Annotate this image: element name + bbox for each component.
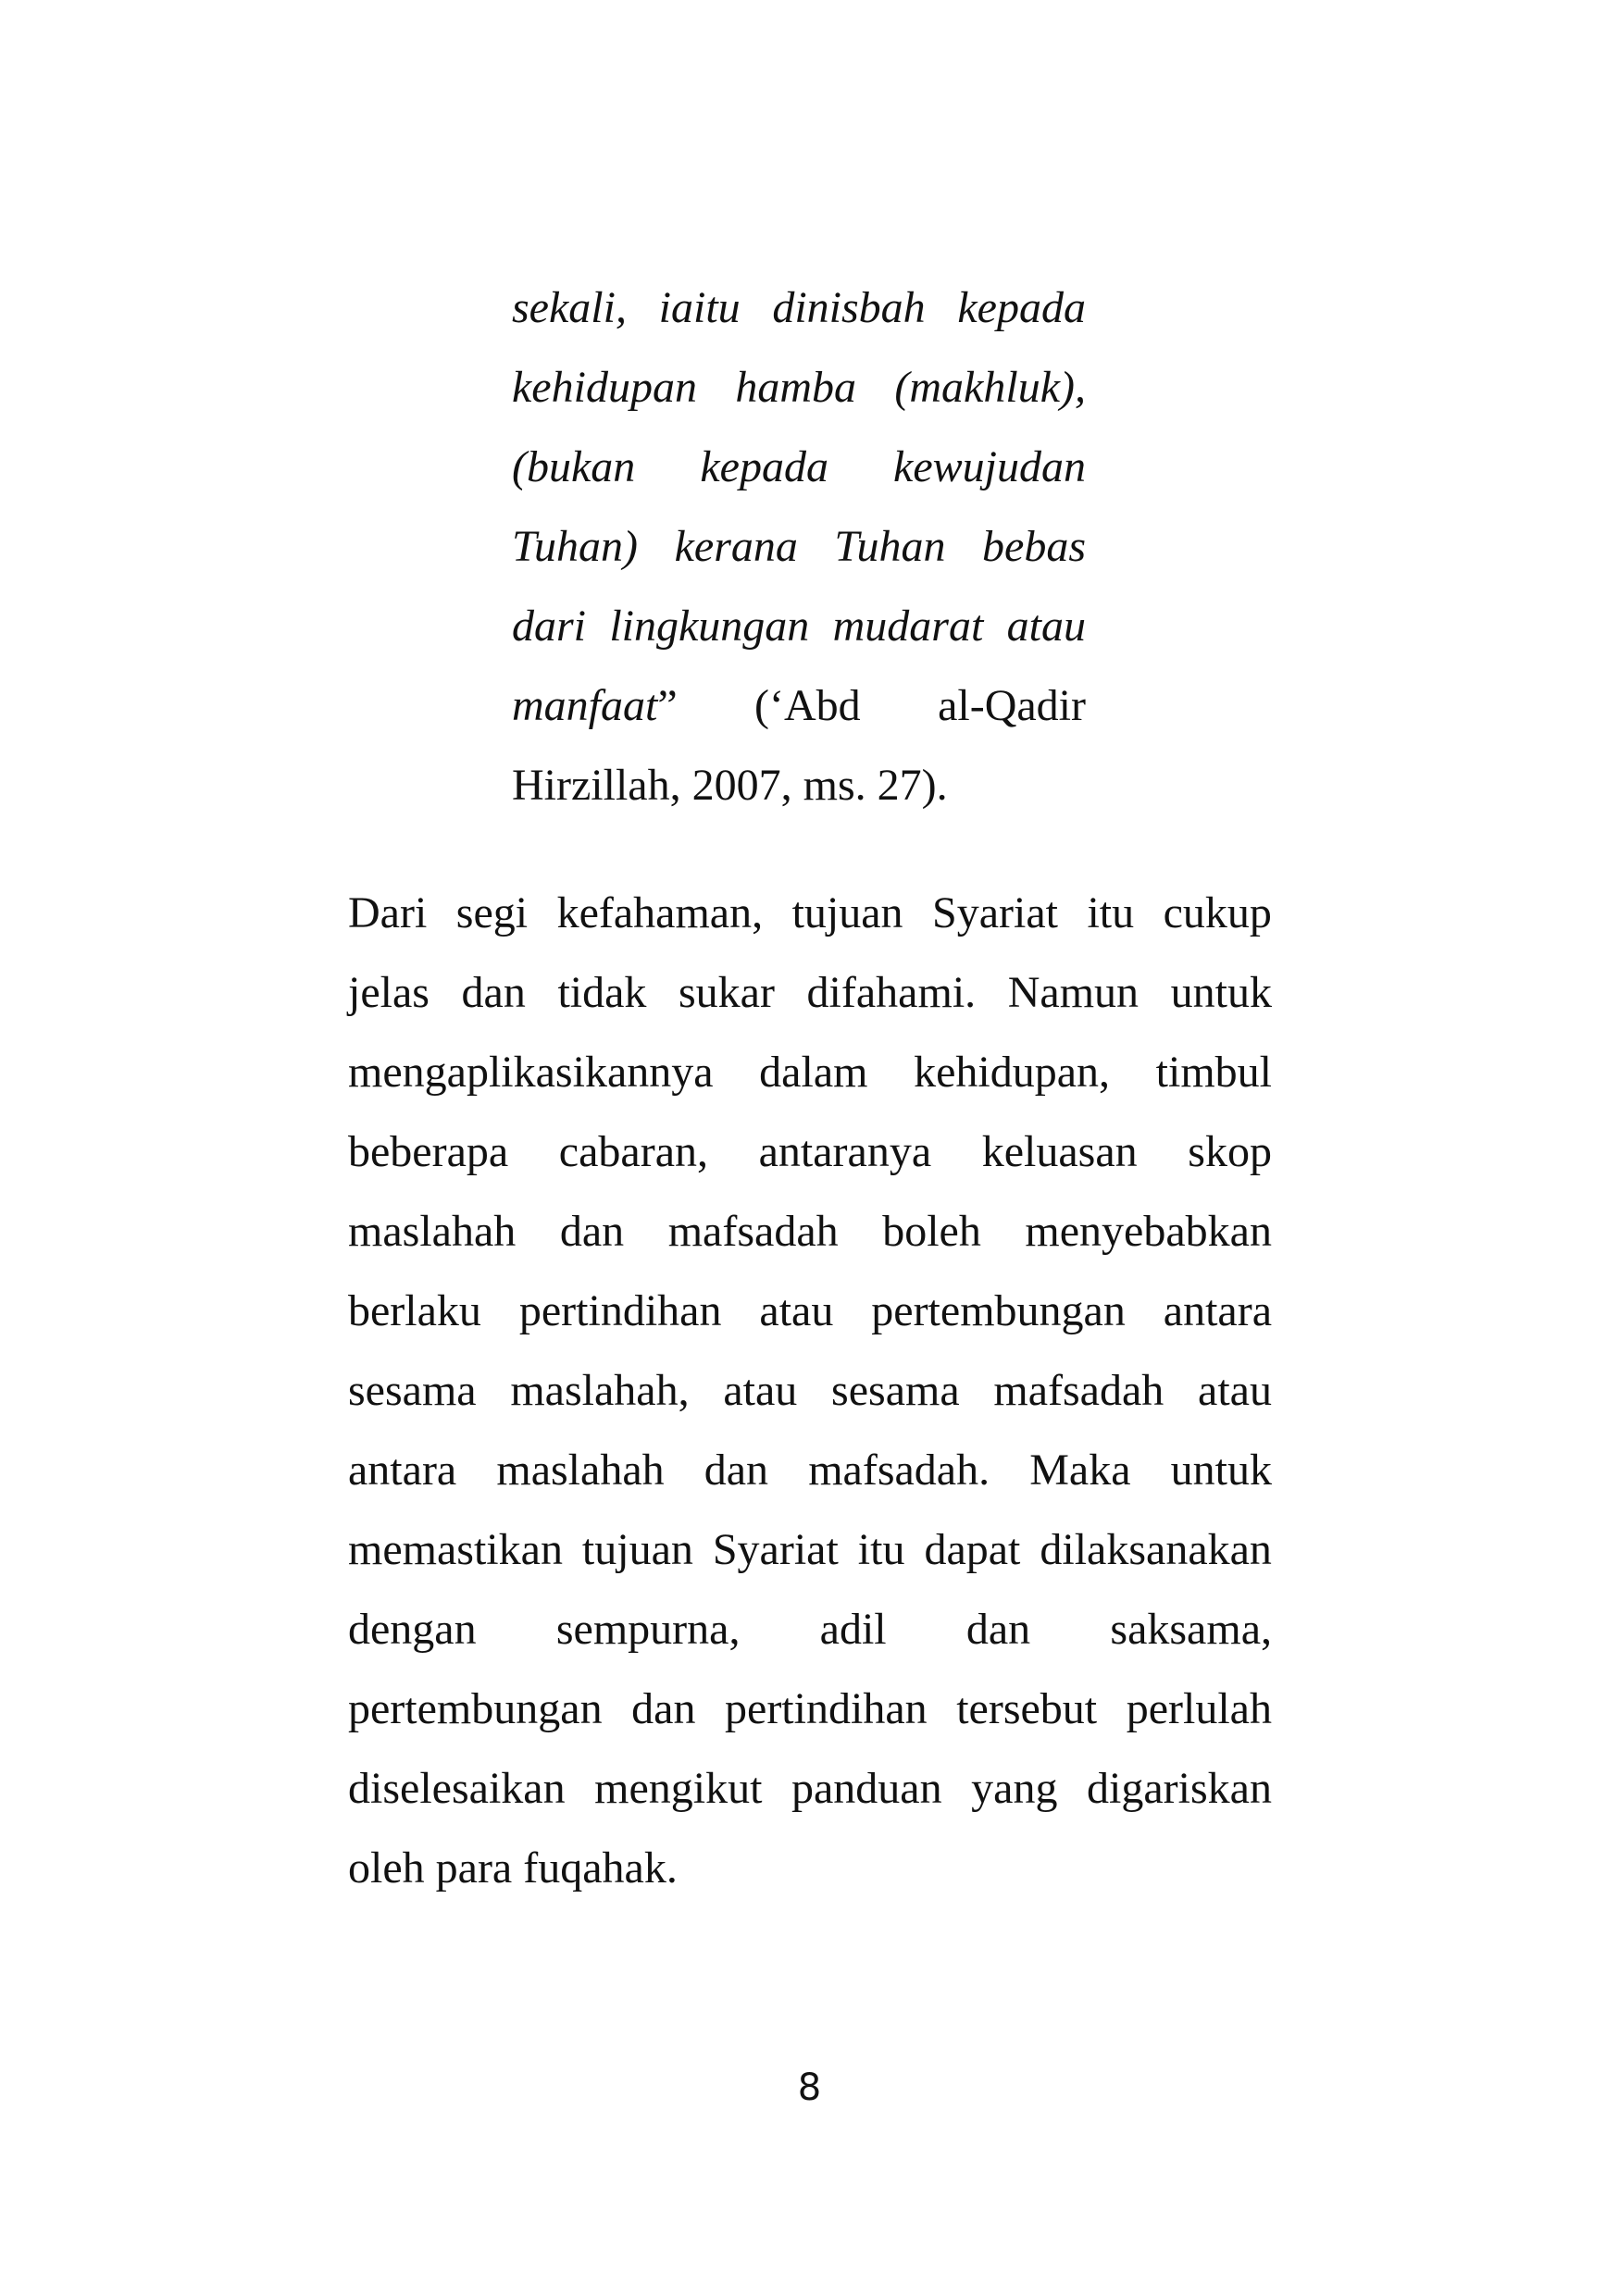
word: pertindihan [518, 1286, 722, 1335]
word: diselesaikan [348, 1764, 566, 1813]
word: maslahah, [510, 1366, 690, 1415]
word: kefahaman, [556, 888, 764, 937]
word: maslahah [348, 1207, 517, 1256]
word: dalam [759, 1048, 868, 1097]
word: sempurna, [555, 1605, 741, 1654]
word: jelas [348, 968, 430, 1017]
word: berlaku [348, 1286, 481, 1335]
paragraph-line [348, 1033, 1272, 1112]
quote-word: kepada [700, 442, 828, 491]
word: adil [819, 1605, 887, 1654]
quote-line [512, 428, 1086, 507]
word: untuk [1170, 1446, 1272, 1495]
quote-word: iaitu [658, 283, 741, 332]
quote-word: kerana [674, 522, 798, 571]
quote-word: (makhluk), [894, 363, 1086, 412]
word: saksama, [1110, 1605, 1272, 1654]
word: mengikut [594, 1764, 763, 1813]
word: tujuan [581, 1525, 693, 1574]
paragraph-line [348, 1749, 1272, 1829]
word: atau [1198, 1366, 1272, 1415]
word: Maka [1029, 1446, 1131, 1495]
word: keluasan [981, 1127, 1138, 1176]
paragraph-line [348, 1351, 1272, 1431]
word: dapat [924, 1525, 1021, 1574]
page-number: 8 [797, 2066, 822, 2109]
citation-author: al-Qadir [938, 681, 1086, 730]
word: timbul [1155, 1048, 1272, 1097]
word: dan [704, 1446, 769, 1495]
paragraph-line [348, 1669, 1272, 1749]
word: menyebabkan [1025, 1207, 1272, 1256]
word: mafsadah [993, 1366, 1164, 1415]
word: dengan [348, 1605, 477, 1654]
word: antara [1163, 1286, 1272, 1335]
citation-author: (‘Abd [754, 681, 861, 730]
word: itu [857, 1525, 905, 1574]
word: segi [455, 888, 529, 937]
quote-word: dinisbah [772, 283, 926, 332]
word: dan [461, 968, 526, 1017]
quote-word: kepada [957, 283, 1086, 332]
word: Dari [348, 888, 428, 937]
quote-line [512, 268, 1086, 348]
quote-word: atau [1006, 602, 1086, 651]
paragraph-line [348, 953, 1272, 1033]
word: antaranya [758, 1127, 932, 1176]
quote-word: sekali, [512, 283, 627, 332]
word: itu [1087, 888, 1135, 937]
word: kehidupan, [914, 1048, 1111, 1097]
quote-line [512, 587, 1086, 666]
word: dan [631, 1684, 696, 1733]
quote-word [512, 666, 678, 746]
quote-word: mudarat [832, 602, 984, 651]
quote-word: kehidupan [512, 363, 697, 412]
quote-line [512, 348, 1086, 428]
word: dilaksanakan [1040, 1525, 1272, 1574]
word: dan [559, 1207, 625, 1256]
word: mafsadah [667, 1207, 839, 1256]
word: tidak [557, 968, 647, 1017]
word: panduan [791, 1764, 942, 1813]
paragraph-line [348, 874, 1272, 953]
word: cabaran, [558, 1127, 708, 1176]
word: tersebut [956, 1684, 1098, 1733]
word: pertembungan [871, 1286, 1126, 1335]
word: digariskan [1087, 1764, 1272, 1813]
block-quote [512, 268, 1086, 825]
word: mafsadah. [808, 1446, 990, 1495]
word: pertembungan [348, 1684, 603, 1733]
quote-word: hamba [735, 363, 857, 412]
word: maslahah [496, 1446, 665, 1495]
paragraph-line [348, 1192, 1272, 1272]
quote-word: kewujudan [893, 442, 1086, 491]
paragraph-line [348, 1510, 1272, 1590]
quote-line [512, 507, 1086, 587]
word: boleh [882, 1207, 981, 1256]
quote-word: Tuhan [834, 522, 946, 571]
word: Syariat [932, 888, 1058, 937]
quote-citation-last-line: Hirzillah, 2007, ms. 27). [512, 761, 948, 810]
quote-word: Tuhan) [512, 522, 639, 571]
word: beberapa [348, 1127, 509, 1176]
word: cukup [1163, 888, 1272, 937]
word: memastikan [348, 1525, 563, 1574]
paragraph-line [348, 1112, 1272, 1192]
word: skop [1188, 1127, 1272, 1176]
quote-citation-line [512, 666, 1086, 746]
word: difahami. [806, 968, 977, 1017]
word: sukar [679, 968, 775, 1017]
word: Syariat [712, 1525, 839, 1574]
paragraph-line [348, 1590, 1272, 1669]
italic-word: manfaat [512, 681, 658, 730]
quote-word: lingkungan [609, 602, 810, 651]
word: sesama [831, 1366, 960, 1415]
word: antara [348, 1446, 457, 1495]
word: untuk [1170, 968, 1272, 1017]
word: tujuan [791, 888, 903, 937]
word: atau [723, 1366, 798, 1415]
word: atau [759, 1286, 834, 1335]
quote-word: (bukan [512, 442, 636, 491]
word: Namun [1007, 968, 1140, 1017]
paragraph-line [348, 1272, 1272, 1351]
paragraph-line [348, 1431, 1272, 1510]
quote-word: dari [512, 602, 587, 651]
paragraph-last-line: oleh para fuqahak. [348, 1843, 678, 1893]
word: dan [965, 1605, 1031, 1654]
quote-word: bebas [982, 522, 1086, 571]
word: yang [971, 1764, 1058, 1813]
word: pertindihan [725, 1684, 928, 1733]
word: mengaplikasikannya [348, 1048, 714, 1097]
word: perlulah [1126, 1684, 1272, 1733]
closing-quote-mark: ” [657, 681, 678, 730]
word: sesama [348, 1366, 477, 1415]
body-paragraph [348, 874, 1272, 1908]
